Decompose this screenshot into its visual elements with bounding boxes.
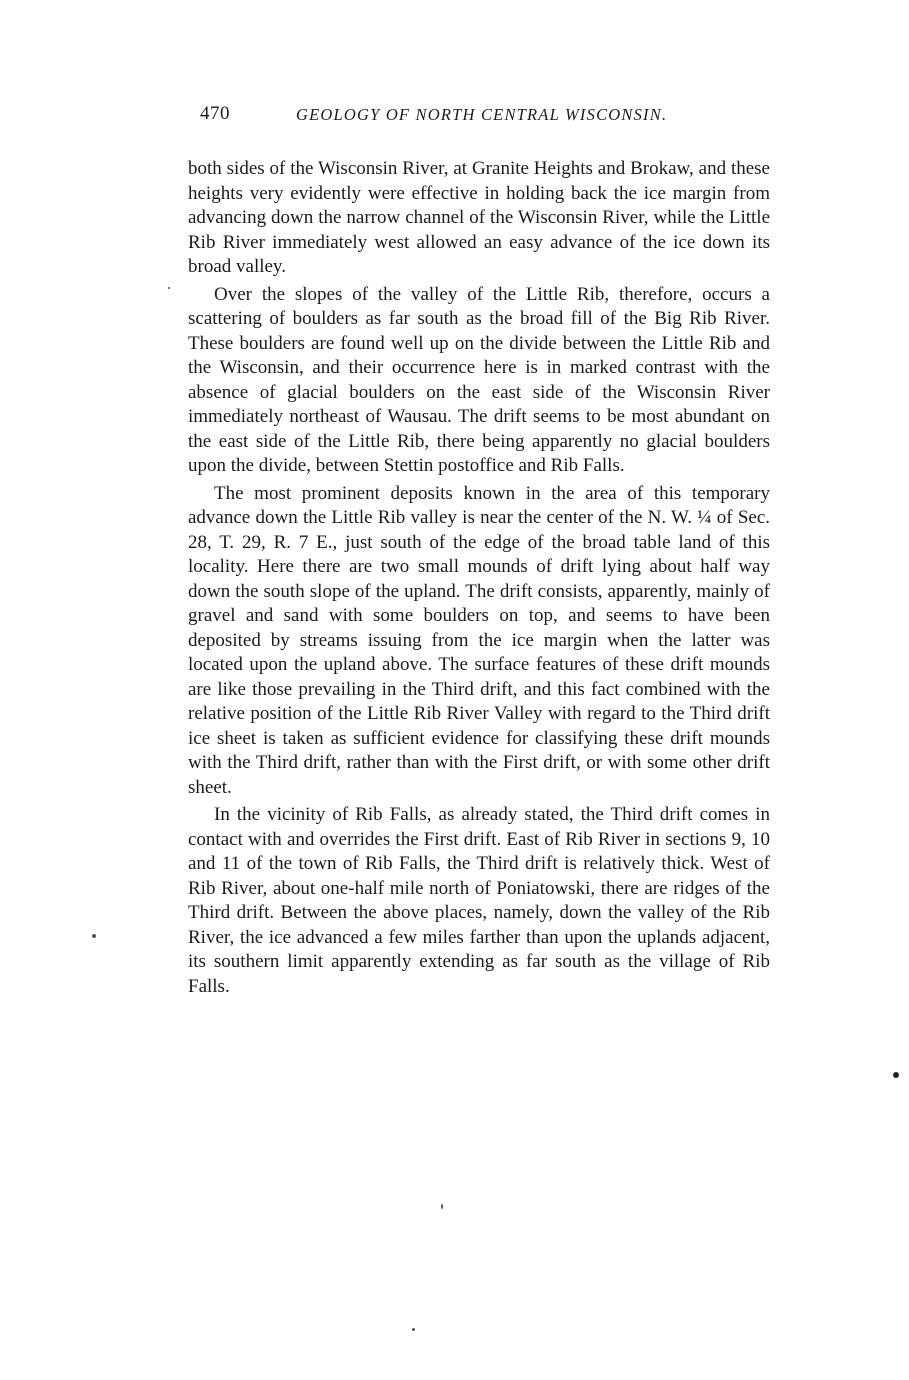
running-head: GEOLOGY OF NORTH CENTRAL WISCONSIN. [296, 105, 668, 124]
paragraph-3: The most prominent deposits known in the area of this temporary advance down the Little Rib valley is near the center of the N. W. ¼ of Sec. 28, T. 29, R. 7 E., just south of the edge of the broad table land of this locality. Here there are two small mounds of drift lying about half way down the south slope of the upland. The drift consists, apparently, mainly of gravel and sand with some boulders on top, and seems to have been deposited by streams issuing from the ice margin when the latter was located upon the upland above. The surface features of these drift mounds are like those prevailing in the Third drift, and this fact combined with the relative position of the Little Rib River Valley with regard to the Third drift ice sheet is taken as sufficient evidence for classifying these drift mounds with the Third drift, rather than with the First drift, or with some other drift sheet. [188, 482, 770, 798]
page-header [196, 103, 776, 133]
scan-speck [92, 934, 96, 938]
scan-speck [441, 1204, 443, 1209]
body-text [188, 157, 770, 1002]
scan-speck [168, 287, 170, 289]
paragraph-1: both sides of the Wisconsin River, at Granite Heights and Brokaw, and these heights very evidently were effective in holding back the ice margin from advancing down the narrow channel of the Wisconsin River, while the Little Rib River immediately west allowed an easy advance of the ice down its broad valley. [188, 158, 770, 277]
paragraph-4: In the vicinity of Rib Falls, as already stated, the Third drift comes in contact with and overrides the First drift. East of Rib River in sections 9, 10 and 11 of the town of Rib Falls, the Third drift is relatively thick. West of Rib River, about one-half mile north of Poniatowski, there are ridges of the Third drift. Between the above places, namely, down the valley of the Rib River, the ice advanced a few miles farther than upon the uplands adjacent, its southern limit apparently extending as far south as the village of Rib Falls. [188, 804, 770, 997]
scan-speck [893, 1072, 899, 1078]
paragraph-2: Over the slopes of the valley of the Little Rib, therefore, occurs a scattering of boulders as far south as the broad fill of the Big Rib River. These boulders are found well up on the divide between the Little Rib and the Wisconsin, and their occurrence here is in marked contrast with the absence of glacial boulders on the east side of the Wisconsin River immediately northeast of Wausau. The drift seems to be most abundant on the east side of the Little Rib, there being apparently no glacial boulders upon the divide, between Stettin postoffice and Rib Falls. [188, 283, 770, 476]
page-number: 470 [200, 103, 230, 124]
scan-speck [412, 1328, 415, 1331]
